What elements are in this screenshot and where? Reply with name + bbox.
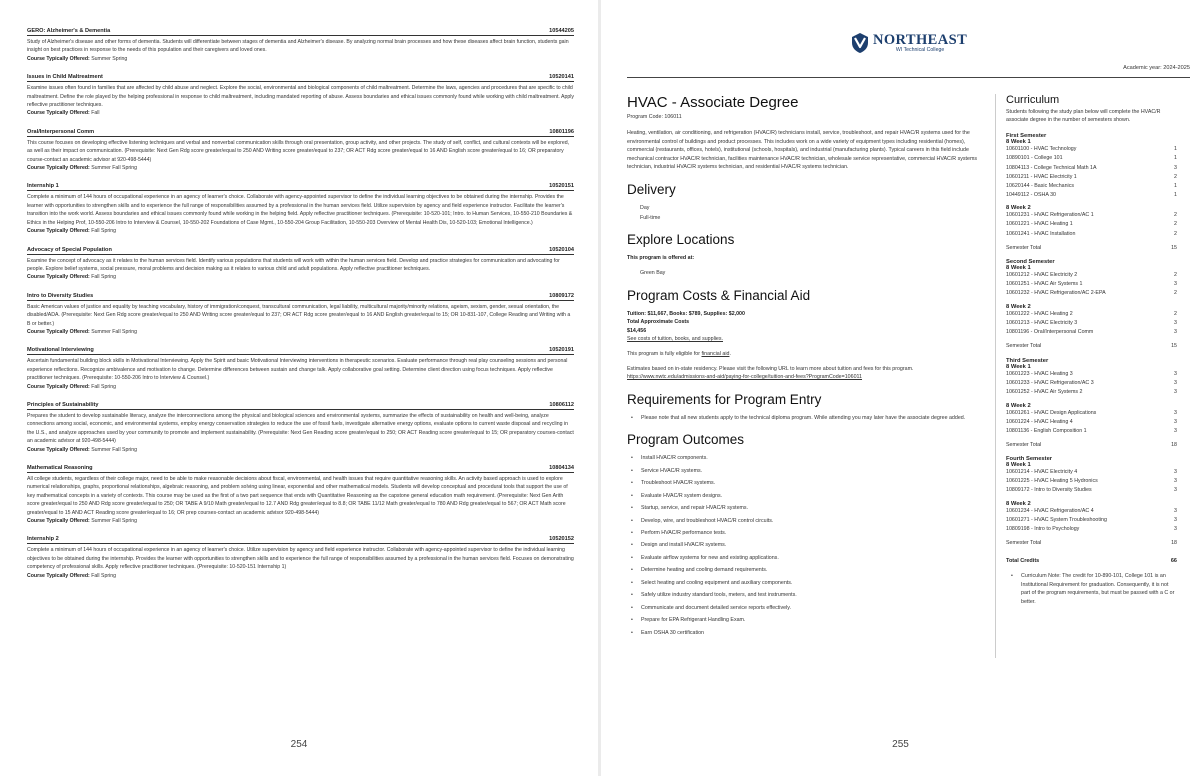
course-title: Advocacy of Special Population [27, 246, 112, 253]
curriculum-course-name: 10601213 - HVAC Electricity 3 [1006, 320, 1078, 327]
curriculum-course-credits: 2 [1174, 230, 1177, 237]
curriculum-course-credits: 3 [1174, 418, 1177, 425]
curriculum-course-row [1006, 319, 1177, 328]
course-offered [27, 55, 574, 63]
course-code: 10801196 [549, 128, 574, 135]
curriculum-course-row [1006, 418, 1177, 427]
costs-heading: Program Costs & Financial Aid [627, 287, 811, 303]
course-header [27, 465, 574, 473]
curriculum-course-credits: 3 [1174, 320, 1177, 327]
course-header [27, 402, 574, 410]
curriculum-course-row [1006, 427, 1177, 436]
total-credits-label: Total Credits [1006, 558, 1040, 565]
course-offered [27, 227, 574, 235]
course-offered-label: Course Typically Offered: [27, 572, 90, 579]
curriculum-course-name: 10601224 - HVAC Heating 4 [1006, 418, 1073, 425]
course-offered [27, 446, 574, 454]
curriculum-sidebar [1006, 94, 1177, 606]
tuition-url-link[interactable]: https://www.nwtc.edu/admissions-and-aid/paying-for-college/tuition-and-fees?ProgramCode=106011 [627, 374, 863, 381]
curriculum-course-name: 10601231 - HVAC Refrigeration/AC 1 [1006, 212, 1094, 219]
course-offered-label: Course Typically Offered: [27, 165, 90, 172]
course-code: 10806112 [549, 401, 574, 408]
semester-block [1006, 133, 1177, 250]
course-code: 10520151 [549, 183, 574, 190]
curriculum-course-name: 10809198 - Intro to Psychology [1006, 526, 1080, 533]
semester-total-value: 15 [1171, 343, 1177, 350]
week-label: 8 Week 2 [1006, 303, 1031, 310]
logo-name: NORTHEAST [873, 32, 968, 48]
course-header [27, 74, 574, 82]
course-entry [27, 74, 574, 118]
curriculum-course-name: 10890101 - College 101 [1006, 155, 1063, 162]
semester-title: Third Semester [1006, 357, 1049, 364]
outcome-item: • Determine heating and cooling demand requirements. [627, 566, 985, 575]
financial-aid-text [627, 350, 985, 359]
course-offered-label: Course Typically Offered: [27, 55, 90, 62]
curriculum-course-row [1006, 409, 1177, 418]
course-description: This course focuses on developing effective listening techniques and verbal and nonverbal communication skills through oral presentation, group activity, and other projects. The study of self, conflict, and cultural contexts will be explored, as well as their impact on communication. (Prerequisite: Next Gen Rdg score greater/equal to 250 AND Writing score greater/equal to 237; OR ACT Rdg score greater/equal to 16 AND English score greater/equal to 16; OR preparatory course-contact an academic advisor at 920-498-5444) [27, 139, 570, 163]
curriculum-course-credits: 3 [1174, 427, 1177, 434]
course-header [27, 293, 574, 301]
course-title: Intro to Diversity Studies [27, 292, 94, 299]
curriculum-course-name: 10601234 - HVAC Refrigeration/AC 4 [1006, 508, 1094, 515]
course-description: Basic American values of justice and equality by teaching vocabulary, history of immigration/conquest, transcultural communication, legal liability, multicultural majority/minority relations, ageism, sexism, gender, sexual orientation, the disabled/ADA. (Prerequisite: Next Gen Rdg score greater/equal to 250 AND Writing score greater/equal to 237; OR ACT Rdg score greater/equal to 16 AND English greater/equal to 15; OR 10-831-107, College Reading and Writing with a B or better.) [27, 303, 571, 327]
curriculum-course-credits: 3 [1174, 517, 1177, 524]
curriculum-course-credits: 3 [1174, 409, 1177, 416]
course-offered-terms: Fall Spring [91, 228, 116, 235]
requirements-list [627, 414, 985, 423]
curriculum-course-row [1006, 486, 1177, 495]
outcome-item: • Safely utilize industry standard tools, meters, and test instruments. [627, 591, 985, 600]
locations-label: This program is offered at: [627, 255, 695, 262]
course-code: 10804134 [549, 465, 574, 471]
curriculum-course-credits: 3 [1174, 370, 1177, 377]
curriculum-course-credits: 3 [1174, 379, 1177, 386]
semester-total-row [1006, 442, 1177, 448]
outcome-item: • Earn OSHA 30 certification [627, 629, 985, 638]
course-offered-label: Course Typically Offered: [27, 110, 90, 117]
program-intro: Heating, ventilation, air conditioning, and refrigeration (HVAC/R) technicians install, service, troubleshoot, and repair HVAC/R systems used for the environmental control of buildings and product processes. This includes work on a wide variety of equipment types including residential (homes), commercial (restaurants, offices, hotels), institutional (schools, hospitals), and industrial (manufacturing plants). Typical careers in this field include mechanical contractor HVAC/R technician, facilities maintenance HVAC/R technician, wholesale service representative, commercial HVAC/R systems technician, industrial HVAC/R systems technician, and residential HVAC/R systems technician. [627, 130, 978, 171]
curriculum-note: • Curriculum Note: The credit for 10-890-101, College 101 is an Institutional Requirement for graduation. Consequently, it is not part of the program requirements, but must be passed with a C or better. [1006, 572, 1177, 606]
outcome-item: • Evaluate airflow systems for new and existing applications. [627, 554, 985, 563]
semester-total-label: Semester Total [1006, 441, 1042, 448]
curriculum-course-credits: 1 [1174, 146, 1177, 153]
tuition-line: Tuition: $11,667, Books: $789, Supplies: $2,000 [627, 310, 745, 317]
curriculum-course-credits: 2 [1174, 221, 1177, 228]
curriculum-course-row [1006, 289, 1177, 298]
course-description: Study of Alzheimer's disease and other forms of dementia. Students will differentiate between stages of dementia and Alzheimer's disease. By analyzing normal brain processes and how these diseases affect brain function, students gain insight on best practices in response to the needs of this population and their caregivers and loved ones. [27, 39, 569, 54]
curriculum-title: Curriculum [1006, 94, 1060, 106]
outcome-item: • Evaluate HVAC/R system designs. [627, 492, 985, 501]
curriculum-course-name: 10601214 - HVAC Electricity 4 [1006, 469, 1078, 476]
course-offered-terms: Fall Spring [91, 383, 116, 390]
course-header [27, 536, 574, 544]
course-offered-label: Course Typically Offered: [27, 228, 90, 235]
curriculum-course-credits: 1 [1174, 191, 1177, 198]
see-costs-link[interactable]: See costs of tuition, books, and supplies. [627, 336, 723, 343]
curriculum-course-row [1006, 145, 1177, 154]
curriculum-course-row [1006, 328, 1177, 337]
course-code: 10520191 [549, 347, 574, 354]
curriculum-course-name: 10601222 - HVAC Heating 2 [1006, 310, 1073, 317]
curriculum-course-name: 10801136 - English Composition 1 [1006, 427, 1087, 434]
total-credits-row [1006, 558, 1177, 564]
semester-block [1006, 259, 1177, 349]
header-divider [627, 77, 1190, 78]
curriculum-course-credits: 2 [1174, 212, 1177, 219]
course-title: Mathematical Reasoning [27, 465, 93, 471]
semester-block [1006, 456, 1177, 546]
curriculum-course-row [1006, 164, 1177, 173]
curriculum-course-row [1006, 310, 1177, 319]
semester-total-row [1006, 245, 1177, 251]
course-description: Examine issues often found in families that are affected by child abuse and neglect. Explore the social, environmental and biological components of child maltreatment. Determine the laws, agencies and procedures that are specific to child maltreatment. Define the role played by the helping professional in response to child maltreatment, including mandated reporting of abuse. Assess boundaries and ethical issues commonly found while working with child maltreatment. Apply reflective practitioner techniques. [27, 85, 575, 109]
total-costs-value: $14,456 [627, 327, 647, 334]
course-offered-terms: Summer Fall Spring [91, 446, 138, 453]
academic-year: Academic year: 2024-2025 [1123, 65, 1190, 71]
course-offered-label: Course Typically Offered: [27, 383, 90, 390]
outcome-item: • Troubleshoot HVAC/R systems. [627, 479, 985, 488]
course-offered [27, 572, 574, 580]
right-page [601, 0, 1200, 776]
program-code: Program Code: 106011 [627, 114, 682, 120]
course-description: Ascertain fundamental building block skills in Motivational Interviewing. Apply the Spirit and basic Motivational Interviewing interventions in therapeutic scenarios. Evaluate performance through real play counseling sessions and personal experience reflections. Recognize ambivalence and motivation to change. Determine differences between sustain and change talk. Apply collaborative goal setting. Determine client direction using focus techniques. Apply reflective practitioner techniques. (Prerequisite: 10-550-206 Intro to Interview & Counsel.) [27, 358, 568, 382]
course-entry [27, 347, 574, 391]
course-offered-label: Course Typically Offered: [27, 446, 90, 453]
curriculum-course-row [1006, 477, 1177, 486]
week-label: 8 Week 1 [1006, 265, 1031, 272]
delivery-item: Day [640, 204, 650, 211]
requirement-item: • Please note that all new students apply to the technical diploma program. While attending you may later have the associate degree added. [627, 414, 985, 423]
requirements-heading: Requirements for Program Entry [627, 391, 822, 407]
delivery-item: Full-time [640, 214, 661, 221]
curriculum-course-row [1006, 173, 1177, 182]
course-offered [27, 273, 574, 281]
outcome-item: • Develop, wire, and troubleshoot HVAC/R control circuits. [627, 517, 985, 526]
curriculum-course-name: 10601211 - HVAC Electricity 1 [1006, 173, 1077, 180]
course-offered-terms: Summer Fall Spring [91, 518, 138, 525]
semester-total-label: Semester Total [1006, 244, 1042, 251]
course-offered-label: Course Typically Offered: [27, 274, 90, 281]
course-header [27, 247, 574, 255]
course-title: Internship 1 [27, 183, 59, 190]
course-offered-terms: Fall [91, 110, 100, 117]
outcome-item: • Communicate and document detailed service reports effectively. [627, 604, 985, 613]
curriculum-course-name: 10620144 - Basic Mechanics [1006, 182, 1075, 189]
curriculum-course-row [1006, 230, 1177, 239]
page-number-left: 254 [290, 739, 308, 750]
curriculum-course-row [1006, 370, 1177, 379]
course-list [27, 28, 574, 591]
outcome-item: • Perform HVAC/R performance tests. [627, 529, 985, 538]
course-code: 10520152 [549, 536, 574, 543]
total-costs-label: Total Approximate Costs [627, 319, 690, 326]
course-header [27, 347, 574, 355]
curriculum-course-name: 10601232 - HVAC Refrigeration/AC 2-EPA [1006, 290, 1106, 297]
curriculum-course-name: 10809172 - Intro to Diversity Studies [1006, 487, 1092, 494]
curriculum-course-name: 10601241 - HVAC Installation [1006, 230, 1076, 237]
curriculum-course-name: 10801196 - Oral/Interpersonal Comm [1006, 329, 1094, 336]
curriculum-course-name: 10601271 - HVAC System Troubleshooting [1006, 517, 1107, 524]
course-offered-terms: Summer Fall Spring [91, 328, 138, 335]
course-offered [27, 328, 574, 336]
course-title: Principles of Sustainability [27, 401, 99, 408]
course-title: GERO: Alzheimer's & Dementia [27, 28, 111, 34]
curriculum-course-row [1006, 211, 1177, 220]
curriculum-course-credits: 2 [1174, 290, 1177, 297]
shield-logo-icon [851, 32, 869, 54]
week-label: 8 Week 2 [1006, 205, 1031, 212]
course-offered [27, 517, 574, 525]
course-entry [27, 402, 574, 454]
financial-aid-link[interactable]: financial aid [701, 351, 730, 358]
curriculum-course-name: 10601251 - HVAC Air Systems 1 [1006, 281, 1083, 288]
curriculum-course-name: 10804113 - College Technical Math 1A [1006, 164, 1097, 171]
curriculum-course-credits: 3 [1174, 329, 1177, 336]
course-title: Issues in Child Maltreatment [27, 74, 103, 81]
course-header [27, 183, 574, 191]
course-description: Complete a minimum of 144 hours of occupational experience in an agency of learner's choice. Collaborate with agency-appointed supervisor to define the individual learning objectives to be obtained during the internship. Provides the learner with opportunities to strengthen skills and to experience the full range of responsibilities assumed by a professional in the human services field. Utilize supervision by agency and field experience instructor. Facilitate the learner's transition into the work world. Assess boundaries and ethical issues commonly found while working in the helping field. Apply reflective practitioner techniques. (Prerequisite: 10-520-101; Intro. to Human Services, 10-550-210 Boundaries & Ethics in the Helping Prof, 10-550-206 Intro to Interview & Counsel, 10-550-202 Foundations of Case Mgmt., 10-550-204 Group Facilitation, 10-550-203 Overview of Mental Health Dis, 10-520-103; Emotional Intelligence.) [27, 194, 573, 226]
curriculum-course-credits: 3 [1174, 469, 1177, 476]
course-title: Oral/Interpersonal Comm [27, 128, 95, 135]
course-code: 10520141 [549, 74, 574, 81]
left-page [0, 0, 598, 776]
week-label: 8 Week 1 [1006, 139, 1031, 146]
curriculum-course-row [1006, 220, 1177, 229]
semester-total-value: 15 [1171, 244, 1177, 251]
curriculum-course-name: 10601223 - HVAC Heating 3 [1006, 370, 1073, 377]
course-offered-label: Course Typically Offered: [27, 518, 90, 525]
semester-total-row [1006, 540, 1177, 546]
curriculum-course-credits: 3 [1174, 526, 1177, 533]
course-offered-terms: Summer Spring [91, 55, 128, 62]
semester-title: Fourth Semester [1006, 456, 1053, 463]
program-main-column [627, 94, 985, 641]
course-description: Examine the concept of advocacy as it relates to the human services field. Identify various populations that students will work with within the human services field. Develop and practice strategies for communication and advocating for people. Explore belief systems, social pressure, moral problems and decision making as it relates to various child and adult populations. Apply reflective practitioner techniques. [27, 257, 560, 272]
curriculum-course-credits: 3 [1174, 508, 1177, 515]
curriculum-course-row [1006, 516, 1177, 525]
outcome-item: • Startup, service, and repair HVAC/R systems. [627, 504, 985, 513]
curriculum-course-credits: 2 [1174, 310, 1177, 317]
curriculum-course-name: 10601225 - HVAC Heating 5 Hydronics [1006, 478, 1098, 485]
financial-aid-end: . [729, 351, 731, 358]
course-header [27, 129, 574, 137]
outcomes-heading: Program Outcomes [627, 432, 745, 448]
course-description: All college students, regardless of their college major, need to be able to make reasonable decisions about fiscal, environmental, and health issues that require quantitative reasoning skills. An activity based approach is used to explore numerical relationships, graphs, proportional relationships, algebraic reasoning, and problem solving using linear, exponential and other mathematical models. Students will develop conceptual and procedural tools that support the use of key mathematical concepts in a variety of contexts. This course may be used as the first of a two part sequence that ends with Quantitative Reasoning as the capstone general education math requirement. (Prerequisite: Next Gen Arith score greater/equal to 250 AND Rdg score greater/equal to 250; OR TABE A 9/10 Math greater/equal to 12.7 AND Rdg greater/equal to 8.8; OR TABE 11/12 Math greater/equal to 780 AND Rdg greater/equal to 567; OR ACT Math score greater/equal to 15 AND ACT Reading score greater/equal to 16; OR prep courses-contact an academic advisor 920-498-5444) [27, 476, 568, 516]
course-offered-terms: Summer Fall Spring [91, 165, 138, 172]
outcome-item: • Prepare for EPA Refrigerant Handling Exam. [627, 616, 985, 625]
curriculum-course-row [1006, 388, 1177, 397]
semester-total-value: 18 [1171, 441, 1177, 448]
course-title: Motivational Interviewing [27, 347, 94, 354]
course-code: 10520104 [549, 246, 574, 253]
column-divider [995, 94, 996, 658]
outcome-item: • Design and install HVAC/R systems. [627, 541, 985, 550]
curriculum-course-row [1006, 191, 1177, 200]
curriculum-course-name: 10449112 - OSHA 30 [1006, 191, 1056, 198]
course-offered-label: Course Typically Offered: [27, 328, 90, 335]
curriculum-course-row [1006, 468, 1177, 477]
course-header [27, 28, 574, 36]
course-description: Prepares the student to develop sustainable literacy, analyze the interconnections among the physical and biological sciences and environmental systems, summarize the effects of sustainability on health and well-being, analyze connections among social, economic, and environmental systems, employ energy conservation strategies to reduce the use of fossil fuels, investigate alternative energy options, evaluate options to current waste disposal and recycling in the U.S., and analyze approaches used by your community to promote and implement sustainability. (Prerequisite: Next Gen Reading score greater/equal to 250; OR ACT Reading score greater/equal to 15; OR preparatory courses-contact an academic advisor at 920-498-5444) [27, 412, 574, 445]
curriculum-course-name: 10601252 - HVAC Air Systems 2 [1006, 388, 1083, 395]
course-entry [27, 465, 574, 525]
location-item: Green Bay [640, 270, 666, 277]
curriculum-course-credits: 1 [1174, 155, 1177, 162]
outcome-item: • Install HVAC/R components. [627, 454, 985, 463]
curriculum-course-row [1006, 182, 1177, 191]
total-credits-value: 66 [1170, 558, 1177, 565]
course-offered-terms: Fall Spring [91, 572, 116, 579]
college-logo [851, 32, 967, 54]
program-title: HVAC - Associate Degree [627, 94, 799, 111]
semester-total-value: 18 [1171, 540, 1177, 547]
week-label: 8 Week 2 [1006, 501, 1031, 508]
course-offered [27, 164, 574, 172]
curriculum-course-credits: 3 [1174, 388, 1177, 395]
course-title: Internship 2 [27, 536, 59, 543]
curriculum-course-row [1006, 507, 1177, 516]
delivery-heading: Delivery [627, 181, 676, 197]
semester-block [1006, 358, 1177, 448]
curriculum-course-name: 10601100 - HVAC Technology [1006, 146, 1077, 153]
semester-total-label: Semester Total [1006, 343, 1042, 350]
curriculum-course-credits: 2 [1174, 173, 1177, 180]
curriculum-intro: Students following the study plan below will complete the HVAC/R associate degree in the number of semesters shown. [1006, 109, 1161, 124]
course-entry [27, 247, 574, 282]
curriculum-course-name: 10601221 - HVAC Heating 1 [1006, 221, 1073, 228]
curriculum-course-row [1006, 271, 1177, 280]
curriculum-course-credits: 1 [1174, 182, 1177, 189]
outcome-item: • Service HVAC/R systems. [627, 467, 985, 476]
curriculum-course-name: 10601212 - HVAC Electricity 2 [1006, 272, 1078, 279]
curriculum-course-credits: 2 [1174, 272, 1177, 279]
cost-estimate-note: Estimates based on in-state residency. Please visit the following URL to learn more about tuition and fees for this program. [627, 365, 914, 372]
outcomes-list [627, 454, 985, 637]
curriculum-course-credits: 3 [1174, 164, 1177, 171]
week-label: 8 Week 1 [1006, 462, 1031, 469]
semester-total-row [1006, 343, 1177, 349]
curriculum-course-row [1006, 525, 1177, 534]
semester-list [1006, 133, 1177, 546]
curriculum-course-credits: 3 [1174, 478, 1177, 485]
curriculum-course-name: 10601233 - HVAC Refrigeration/AC 3 [1006, 379, 1094, 386]
curriculum-course-name: 10601261 - HVAC Design Applications [1006, 409, 1097, 416]
course-entry [27, 28, 574, 63]
outcome-item: • Select heating and cooling equipment and auxiliary components. [627, 579, 985, 588]
week-label: 8 Week 1 [1006, 363, 1031, 370]
course-entry [27, 183, 574, 235]
logo-subtitle: WI Technical College [895, 47, 945, 53]
semester-title: First Semester [1006, 133, 1047, 140]
course-entry [27, 293, 574, 337]
course-offered [27, 109, 574, 117]
semester-total-label: Semester Total [1006, 540, 1042, 547]
curriculum-course-credits: 3 [1174, 487, 1177, 494]
course-offered-terms: Fall Spring [91, 274, 116, 281]
locations-heading: Explore Locations [627, 232, 735, 248]
page-number-right: 255 [892, 739, 909, 750]
semester-title: Second Semester [1006, 259, 1055, 266]
course-offered [27, 383, 574, 391]
curriculum-course-credits: 3 [1174, 281, 1177, 288]
curriculum-course-row [1006, 280, 1177, 289]
course-entry [27, 536, 574, 580]
course-entry [27, 129, 574, 173]
curriculum-course-row [1006, 379, 1177, 388]
course-code: 10544205 [549, 28, 574, 34]
week-label: 8 Week 2 [1006, 402, 1031, 409]
financial-aid-prefix: This program is fully eligible for [627, 351, 702, 358]
curriculum-course-row [1006, 154, 1177, 163]
course-code: 10809172 [549, 292, 574, 299]
course-description: Complete a minimum of 144 hours of occupational experience in an agency of learner's choice. Utilize supervision by agency and field experience instructor. Collaborate with agency-appointed supervisor to define the individual learning objectives to be obtained during the internship. Provides the learner with opportunities to strengthen skills and to experience the full range of responsibilities assumed by a professional in the human services field. Focuses on demonstrating competency of professional skills. Apply reflective practitioner techniques. (Prerequisite: 10-520-151 Internship 1) [27, 547, 574, 571]
